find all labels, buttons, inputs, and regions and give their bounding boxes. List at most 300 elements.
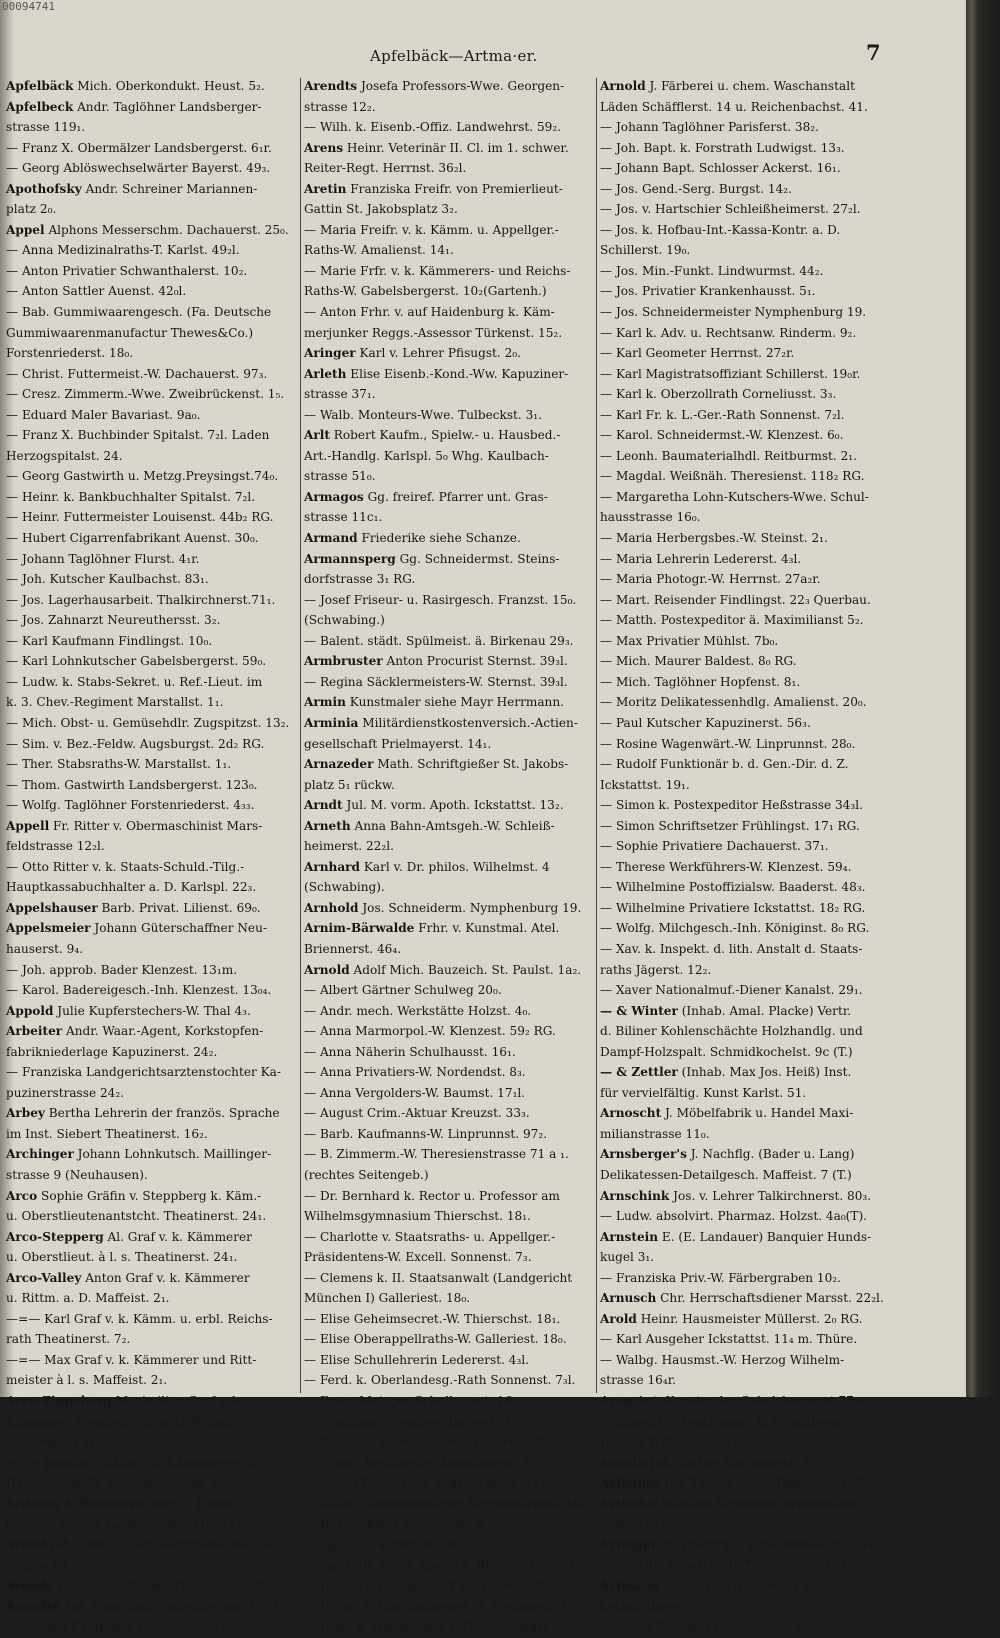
entry-text: — Simon Schriftsetzer Frühlingst. 17₁ RG. (600, 818, 860, 833)
directory-entry-line (6, 877, 298, 898)
entry-text: —=— Max Graf v. k. Kämmerer und Ritt- (6, 1352, 257, 1367)
entry-text: — Barb. Kaufmanns-W. Linprunnst. 97₂. (304, 1126, 548, 1141)
entry-text: — Thom. Gastwirth Landsbergerst. 123₀. (6, 777, 258, 792)
entry-text: — Anton Frhr. v. auf Haidenburg k. Käm- (304, 305, 555, 320)
directory-entry-line (6, 261, 298, 282)
entry-text: — Maria Freifr. v. k. Kämm. u. Appellger.- (304, 222, 559, 237)
directory-entry-line (6, 816, 298, 837)
directory-entry-line (6, 76, 298, 97)
entry-text: — Eduard Maler Bavariast. 9a₀. (6, 407, 201, 422)
directory-entry-line (600, 651, 908, 672)
entry-surname: Arend (6, 1537, 47, 1552)
directory-entry-line (6, 692, 298, 713)
entry-surname: Arnold (600, 79, 646, 93)
directory-entry-line (6, 343, 298, 364)
directory-entry-line (304, 199, 594, 220)
directory-entry-line (6, 158, 298, 179)
entry-text: Robert Kaufm., Spielw.- u. Hausbed.- (329, 428, 561, 443)
entry-text: kugel 3₁. (600, 1250, 655, 1265)
entry-text: Frhr. v. Kunstmal. Atel. (414, 921, 560, 936)
entry-text: Raths-W. Gabelsbergerst. 10₂(Gartenh.) (304, 284, 547, 299)
column-rule-1 (300, 78, 301, 1393)
directory-entry-line (304, 528, 594, 549)
entry-text: (Schwabing). (304, 880, 385, 895)
directory-entry-line (6, 466, 298, 487)
entry-text: —=— Karl Graf v. k. Kämm. u. erbl. Reichs- (6, 1311, 273, 1326)
entry-text: — Franziska Priv.-W. Färbergraben 10₂. (600, 1270, 841, 1285)
column-3 (600, 76, 908, 1635)
entry-surname: Arnold (304, 962, 350, 977)
entry-text: Gg. Schneidermst. Steins- (395, 551, 560, 566)
entry-surname: Arthofer (600, 1496, 658, 1511)
entry-text: Ickstattst. 19₁. (600, 777, 690, 792)
entry-text: — Cresz. Zimmerm.-Wwe. Zweibrückenst. 1₅. (6, 387, 285, 402)
directory-entry-line (600, 1165, 908, 1186)
directory-entry-line (600, 446, 908, 467)
directory-entry-line (600, 158, 908, 179)
directory-entry-line (304, 1186, 594, 1207)
entry-text: Präsidentens-W. Excell. Sonnenst. 7₃. (304, 1250, 532, 1265)
entry-text: — Franziska Privatiere Bayerst. 39₄. (304, 1414, 528, 1429)
directory-entry-line (600, 1617, 908, 1638)
entry-text: Anton Procurist Sternst. 39₃l. (382, 654, 568, 669)
directory-entry-line (600, 1144, 908, 1165)
directory-entry-line (6, 220, 298, 241)
directory-entry-line (304, 1350, 594, 1371)
entry-text: Gattin St. Jakobsplatz 3₂. (304, 202, 458, 217)
directory-entry-line (304, 1144, 594, 1165)
entry-text: feldstrasse 12₂l. (6, 839, 105, 854)
entry-text: — Jos. Gend.-Serg. Burgst. 14₂. (600, 181, 792, 196)
entry-text: Kunstmaler siehe Mayr Herrmann. (345, 695, 564, 710)
entry-text: Fr. Ritter v. Obermaschinist Mars- (49, 818, 263, 833)
directory-entry-line (600, 1535, 908, 1556)
entry-text: — Anna Näherin Schulhausst. 16₁. (304, 1044, 516, 1059)
directory-entry-line (600, 1514, 908, 1535)
entry-text: — Karl Ausgeher Ickstattst. 11₄ m. Thüre. (600, 1332, 858, 1347)
entry-text: platz 2₀. (6, 202, 57, 217)
entry-text: Johann Güterschaffner Neu- (90, 921, 267, 936)
entry-text: Ant. Oberkond. Gabelsbergerst. 69₂. (59, 1599, 287, 1614)
entry-text: —=— Josefine Gräfin v. k. Kämmerers- u. (6, 1455, 258, 1470)
entry-text: — Georg Schweinmetzger Kirchenstrasse 24₀ (304, 1496, 584, 1511)
directory-entry-line (600, 138, 908, 159)
column-rule-2 (596, 78, 597, 1393)
entry-text: Läden Schäfflerst. 14 u. Reichenbachst. 41. (600, 99, 868, 114)
entry-surname: Arbeiter (6, 1024, 63, 1039)
entry-surname: Ardoino & Bonavera (6, 1496, 143, 1511)
directory-entry-line (600, 1124, 908, 1145)
entry-text: Wilhelm Schneider Brudermühl- (657, 1496, 860, 1511)
entry-text: Raths-W. Amalienst. 14₁. (304, 243, 454, 258)
directory-entry-line (304, 240, 594, 261)
entry-text: Elise Eisenb.-Kond.-Ww. Kapuziner- (346, 366, 569, 381)
entry-surname: Arnusch (600, 1291, 657, 1306)
entry-text: strasse 119₁. (6, 120, 86, 135)
entry-text: Andr. Taglöhner Landsberger- (73, 99, 262, 114)
directory-entry-line (600, 672, 908, 693)
entry-text: Andr. Waar.-Agent, Korkstopfen- (62, 1024, 264, 1039)
entry-text: — Ludw. absolvirt. Pharmaz. Holzst. 4a₀(T). (600, 1209, 868, 1224)
directory-entry-line (304, 97, 594, 118)
directory-entry-line (6, 610, 298, 631)
entry-text: platz 5₁ rückw. (304, 777, 395, 792)
entry-text: — Max Privatier Mühlst. 7b₀. (600, 633, 779, 648)
directory-entry-line (304, 76, 594, 97)
directory-entry-line (6, 117, 298, 138)
entry-surname: Arneth (304, 818, 351, 833)
directory-entry-line (6, 1247, 298, 1268)
entry-text: Forstenriederst. 18₀. (6, 346, 134, 361)
directory-entry-line (6, 549, 298, 570)
entry-text: — Matth. Postexpeditor ä. Maximilianst 5₂. (600, 613, 864, 628)
directory-entry-line (600, 1021, 908, 1042)
directory-entry-line (6, 1555, 298, 1576)
entry-text: — Karl Geometer Herrnst. 27₂r. (600, 346, 795, 361)
directory-entry-line (600, 384, 908, 405)
directory-entry-line (6, 199, 298, 220)
directory-entry-line (304, 138, 594, 159)
directory-entry-line (6, 1288, 298, 1309)
entry-surname: Apfelbeck (6, 99, 74, 114)
entry-text: strasse 37₁. (304, 387, 376, 402)
directory-entry-line (6, 1309, 298, 1330)
directory-entry-line (600, 507, 908, 528)
directory-entry-line (600, 877, 908, 898)
entry-text: — Gg. Frdr. vorm. Apothek. Blumenst. 30a₂l. (304, 1558, 578, 1573)
entry-text: — Elise Oberappellraths-W. Galleriest. 18₀. (304, 1332, 567, 1347)
entry-text: Gg. freiref. Pfarrer unt. Gras- (363, 489, 548, 504)
directory-entry-line (304, 1124, 594, 1145)
directory-entry-line (304, 692, 594, 713)
directory-entry-line (6, 1165, 298, 1186)
entry-surname: Arminia (304, 715, 359, 730)
directory-entry-line (304, 775, 594, 796)
directory-entry-line (600, 1042, 908, 1063)
entry-text: — Jos. Lagerhausarbeit. Thalkirchnerst.71₁. (6, 592, 276, 607)
directory-entry-line (6, 836, 298, 857)
entry-surname: Arco-Zinneberg (6, 1394, 112, 1408)
directory-entry-line (304, 281, 594, 302)
directory-entry-line (304, 1370, 594, 1391)
entry-text: — Karol. Schneidermst.-W. Klenzest. 6₀. (600, 428, 844, 443)
entry-text: — Jos. k. Hofbau-Int.-Kassa-Kontr. a. D. (600, 222, 841, 237)
entry-text: — Heinr. Futtermeister Louisenst. 44b₂ RG. (6, 510, 274, 525)
directory-entry-line (304, 1227, 594, 1248)
directory-entry-line (6, 487, 298, 508)
entry-text: — Charlotte v. Staatsraths- u. Appellger.- (304, 1229, 556, 1244)
entry-text: strasse 51₀. (304, 469, 376, 484)
entry-text: Al. Graf v. k. Kämmerer (103, 1229, 252, 1244)
entry-text: — Wilhelmine Privatiere Ickstattst. 18₂ RG. (600, 900, 866, 915)
entry-text: k. 3. Chev.-Regiment Marstallst. 1₁. (6, 695, 224, 710)
directory-entry-line (6, 528, 298, 549)
entry-text: — Karl Lohnkutscher Gabelsbergerst. 59₀. (6, 654, 267, 669)
directory-entry-line (6, 569, 298, 590)
entry-text: weg 2₂ RG. (600, 1517, 668, 1532)
directory-entry-line (304, 1042, 594, 1063)
directory-entry-line (304, 446, 594, 467)
entry-text: Dampf-Holzspalt. Schmidkochelst. 9c (T.) (600, 1044, 853, 1059)
entry-surname: Arendts (304, 79, 358, 93)
entry-text: J. Möbelfabrik u. Handel Maxi- (661, 1106, 854, 1121)
directory-entry-line (600, 610, 908, 631)
entry-text: Julie Kupferstechers-W. Thal 4₃. (53, 1003, 251, 1018)
directory-entry-line (304, 1206, 594, 1227)
entry-text: — Wilh. k. Eisenb.-Offiz. Landwehrst. 59₂. (304, 120, 562, 135)
directory-entry-line (600, 1370, 908, 1391)
entry-surname: Arnhard (304, 859, 361, 874)
scan-identifier: 00094741 (2, 0, 55, 13)
directory-entry-line (600, 487, 908, 508)
page-number: 7 (866, 40, 881, 65)
entry-text: — Xaver Nationalmuf.-Diener Kanalst. 29₁. (600, 983, 863, 998)
column-1 (6, 76, 298, 1635)
entry-text: Mich. Oberkondukt. Heust. 5₂. (73, 79, 265, 93)
entry-text: J. Nachflg. (Bader u. Lang) (686, 1147, 855, 1162)
directory-entry-line (600, 918, 908, 939)
directory-entry-line (600, 405, 908, 426)
entry-surname: Armagos (304, 489, 364, 504)
entry-text: Hauptmanns-W. Wittelsbacherpl. 1₁. (6, 1476, 228, 1491)
directory-entry-line (600, 692, 908, 713)
directory-entry-line (6, 1103, 298, 1124)
directory-entry-line (600, 1103, 908, 1124)
entry-text: — Anna Medizinalraths-T. Karlst. 49₂l. (6, 243, 240, 258)
entry-text: Kämmerer Premierlieut. a. D. Wittels- (6, 1414, 239, 1429)
directory-entry-line (304, 1412, 594, 1433)
directory-entry-line (6, 1124, 298, 1145)
directory-entry-line (304, 1021, 594, 1042)
entry-text: hausstrasse 16₀. (600, 510, 701, 525)
entry-text: Al. Briefträg. Schleißheimerst. 54₂. (657, 1537, 877, 1552)
directory-entry-line (6, 960, 298, 981)
entry-surname: Arens (304, 140, 344, 155)
entry-text: — II. Geschäft Christophst. 9. (304, 1517, 487, 1532)
directory-entry-line (600, 1412, 908, 1433)
directory-entry-line (304, 364, 594, 385)
directory-entry-line (600, 549, 908, 570)
directory-entry-line (6, 1535, 298, 1556)
entry-text: Art.-Handlg. Karlspl. 5₀ Whg. Kaulbach- (304, 448, 549, 463)
page-header (0, 40, 968, 70)
directory-entry-line (600, 1186, 908, 1207)
directory-entry-line (6, 980, 298, 1001)
directory-entry-line (600, 76, 908, 97)
directory-entry-line (600, 1350, 908, 1371)
entry-text: — Karol. Badereigesch.-Inh. Klenzest. 13₀₄. (6, 983, 272, 998)
directory-entry-line (304, 795, 594, 816)
directory-entry-line (6, 631, 298, 652)
entry-text: — Ludw. k. Stabs-Sekret. u. Ref.-Lieut. im (6, 674, 263, 689)
directory-entry-line (304, 610, 594, 631)
directory-entry-line (304, 1268, 594, 1289)
entry-text: — Ther. Stabsraths-W. Marstallst. 1₁. (6, 757, 232, 772)
directory-entry-line (304, 836, 594, 857)
directory-entry-line (6, 672, 298, 693)
directory-entry-line (304, 1309, 594, 1330)
entry-text: — Marie Frfr. v. k. Kämmerers- und Reichs- (304, 263, 571, 278)
entry-text: Herzog Wilhelmst. 21₂r. (600, 1435, 747, 1450)
entry-text: — Heinr. k. Bankbuchhalter Spitalst. 7₂l. (6, 489, 256, 504)
entry-text: — Paul Kutscher Kapuzinerst. 56₃. (600, 715, 811, 730)
column-2 (304, 76, 594, 1635)
entry-text: Anton Graf v. k. Kämmerer (81, 1270, 250, 1285)
directory-entry-line (600, 1247, 908, 1268)
entry-text: Fabr. u. Export v. (142, 1496, 252, 1511)
entry-text: Karl v. Dr. philos. Wilhelmst. 4 (360, 859, 550, 874)
entry-text: — Simon (S. Aron) Agent in Schnittwaar. (600, 1414, 850, 1429)
entry-text: strasse 11c₁. (304, 510, 383, 525)
entry-surname: Apfelbäck (6, 79, 74, 93)
entry-text: — Jos. Privatier Krankenhausst. 5₁. (600, 284, 816, 299)
directory-entry-line (304, 816, 594, 837)
entry-text: — B. Zimmerm.-W. Theresienstrasse 71 a ₁. (304, 1147, 569, 1162)
directory-entry-line (600, 713, 908, 734)
directory-entry-line (600, 1596, 908, 1617)
directory-entry-line (6, 1576, 298, 1597)
directory-entry-line (304, 343, 594, 364)
entry-text: Jos. Taubst.-Lehr. Theresienst. 75₃ (660, 1476, 875, 1491)
entry-text: — Mart. Reisender Findlingst. 22₃ Querbau. (600, 592, 871, 607)
directory-entry-line (304, 117, 594, 138)
entry-text: — Eduard Kaufmann Gabelsbergerst. 69₁r. (6, 1620, 268, 1635)
entry-surname: Arnhold (304, 900, 359, 915)
entry-text: Hauptkassabuchhalter a. D. Karlspl. 22₃. (6, 880, 257, 895)
entry-text: — Maria Herbergsbes.-W. Steinst. 2₁. (600, 531, 828, 546)
directory-entry-line (6, 1514, 298, 1535)
running-title: Apfelbäck—Artma·er. (370, 47, 538, 65)
entry-text: Militärdienstkostenversich.-Actien- (358, 715, 578, 730)
directory-entry-line (600, 1329, 908, 1350)
directory-entry-line (6, 1268, 298, 1289)
directory-entry-line (6, 1412, 298, 1433)
entry-text: — Walbg. Hausmst.-W. Herzog Wilhelm- (600, 1352, 845, 1367)
directory-entry-line (6, 1021, 298, 1042)
directory-entry-line (304, 1062, 594, 1083)
entry-surname: Arold (600, 1311, 637, 1326)
entry-text: — Maria Lehrerin Ledererst. 4₃l. (600, 551, 802, 566)
entry-text: — Franz X. Buchbinder Spitalst. 7₂l. Laden (6, 428, 270, 443)
directory-entry-line (600, 1288, 908, 1309)
entry-text: Anna Bahn-Amtsgeh.-W. Schleiß- (350, 818, 555, 833)
entry-text: d. Biliner Kohlenschächte Holzhandlg. und (600, 1024, 863, 1039)
entry-surname: — & Winter (600, 1003, 678, 1018)
entry-text: milianstrasse 11₀. (600, 1126, 710, 1141)
entry-surname: Arnoscht (600, 1106, 662, 1121)
directory-entry-line (304, 220, 594, 241)
entry-text: Delikatessen-Detailgesch. Maffeist. 7 (T.) (600, 1167, 852, 1182)
entry-text: Reiter-Regt. Herrnst. 36₂l. (304, 161, 467, 176)
entry-text: — Sim. v. Bez.-Feldw. Augsburgst. 2d₂ RG. (6, 736, 265, 751)
entry-text: raths Jägerst. 12₂. (600, 962, 712, 977)
entry-text: — Walb. Monteurs-Wwe. Tulbeckst. 3₁. (304, 407, 542, 422)
directory-entry-line (600, 528, 908, 549)
entry-text: — Dr. Bernhard k. Rector u. Professor am (304, 1188, 560, 1203)
entry-text: — Mich. Obst- u. Gemüsehdlr. Zugspitzst. 13₂. (6, 715, 290, 730)
directory-entry-line (304, 158, 594, 179)
entry-surname: Arco-Stepperg (6, 1229, 104, 1244)
directory-entry-line (6, 507, 298, 528)
entry-text: — Georg Buchhalter Augsburgerst. 17₄. (304, 1476, 549, 1491)
directory-entry-line (600, 117, 908, 138)
directory-entry-line (600, 795, 908, 816)
entry-surname: Armin (304, 695, 346, 710)
entry-text: — Hubert Cigarrenfabrikant Auenst. 30₀. (6, 531, 259, 546)
directory-entry-line (6, 1370, 298, 1391)
directory-entry-line (600, 960, 908, 981)
entry-text: — Anna Marmorpol.-W. Klenzest. 59₂ RG. (304, 1024, 556, 1039)
entry-surname: Aretin (304, 181, 347, 196)
directory-entry-line (304, 980, 594, 1001)
entry-text: Adolf Mich. Bauzeich. St. Paulst. 1a₂. (349, 962, 582, 977)
entry-surname: Arends (6, 1578, 54, 1593)
entry-surname: Arnschink (600, 1188, 670, 1203)
directory-entry-line (600, 1576, 908, 1597)
entry-text: Heinr. Hausmeister Müllerst. 2₀ RG. (636, 1311, 863, 1326)
directory-entry-line (600, 1555, 908, 1576)
entry-text: Joh. Obst- u. Gemüsehändler Klenze- (46, 1537, 277, 1552)
entry-text: Heinr. Veterinär II. Cl. im 1. schwer. (343, 140, 569, 155)
entry-text: — Clemens k. II. Staatsanwalt (Landgericht (304, 1270, 573, 1285)
directory-entry-line (600, 97, 908, 118)
directory-entry-line (600, 754, 908, 775)
entry-text: im Inst. Siebert Theatinerst. 16₂. (6, 1126, 208, 1141)
entry-text: Jul. M. vorm. Apoth. Ickstattst. 13₂. (342, 798, 564, 813)
entry-text: — Franz X. Obermälzer Landsbergerst. 6₁r. (6, 140, 272, 155)
directory-entry-line (6, 1227, 298, 1248)
directory-entry-line (6, 734, 298, 755)
entry-surname: Arlt (304, 428, 330, 443)
entry-text: — Friedrich t. Secondlieut. Barerst. 57₁. (304, 1435, 552, 1450)
entry-text: — Andr. mech. Werkstätte Holzst. 4₀. (304, 1003, 532, 1018)
directory-entry-line (600, 590, 908, 611)
entry-text: E. (E. Landauer) Banquier Hunds- (658, 1229, 872, 1244)
entry-text: — Xav. k. Inspekt. d. lith. Anstalt d. Staats- (600, 941, 863, 956)
directory-entry-line (304, 1329, 594, 1350)
entry-text: hauserst. 9₄. (6, 941, 84, 956)
directory-entry-line (600, 1001, 908, 1022)
entry-text: Sophie Gräfin v. Steppberg k. Käm.- (37, 1188, 262, 1203)
directory-entry-line (600, 240, 908, 261)
entry-text: Ant. Kunstmaler Gabelsbergerst.77a₁. (632, 1394, 870, 1408)
directory-entry-line (304, 1514, 594, 1535)
directory-entry-line (600, 199, 908, 220)
directory-entry-line (6, 1001, 298, 1022)
directory-entry-line (600, 1309, 908, 1330)
directory-entry-line (304, 918, 594, 939)
directory-entry-line (600, 857, 908, 878)
directory-entry-line (304, 877, 594, 898)
entry-surname: Appold (6, 1003, 54, 1018)
directory-entry-line (304, 1596, 594, 1617)
directory-entry-line (6, 1617, 298, 1638)
directory-entry-line (304, 1432, 594, 1453)
directory-entry-line (6, 1062, 298, 1083)
directory-entry-line (6, 240, 298, 261)
directory-entry-line (304, 1617, 594, 1638)
book-edge (966, 0, 1000, 1397)
entry-text: — Joh. Bapt. k. Forstrath Ludwigst. 13₃. (600, 140, 845, 155)
entry-text: Joh. Sattler Dachauerst. 87₁. (646, 1455, 826, 1470)
entry-surname: Appel (6, 222, 45, 237)
directory-entry-line (304, 857, 594, 878)
directory-entry-line (6, 1206, 298, 1227)
entry-surname: Appell (6, 818, 50, 833)
entry-text: — Josef Friseur- u. Rasirgesch. Franzst. 15₀. (304, 592, 577, 607)
entry-text: Jos. v. Lehrer Talkirchnerst. 80₃. (669, 1188, 872, 1203)
entry-text: — Balent. städt. Spülmeist. ä. Birkenau 29₃. (304, 633, 574, 648)
